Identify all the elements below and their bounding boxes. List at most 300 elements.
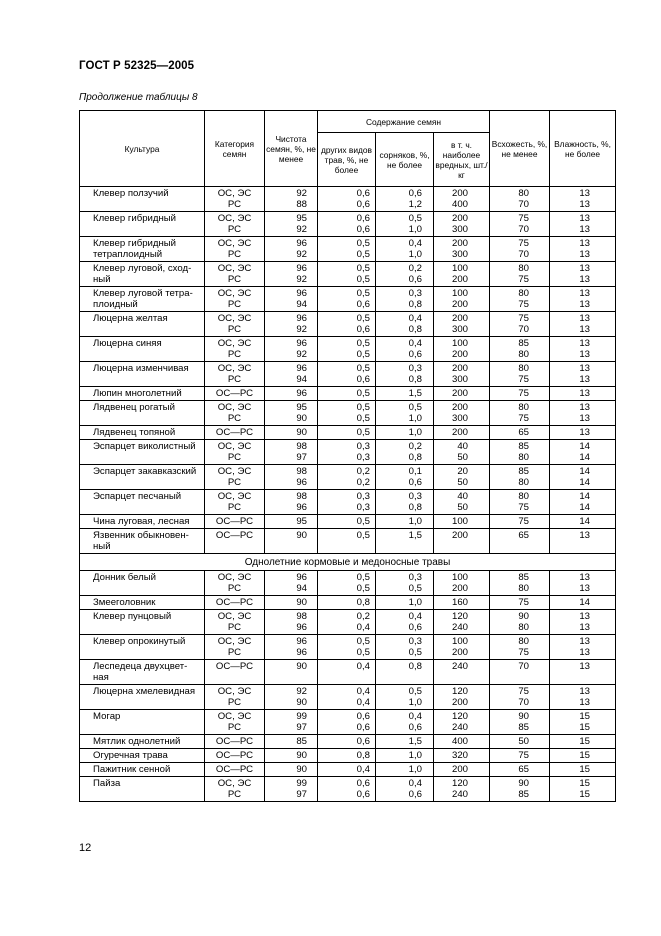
cell-purity bbox=[265, 490, 318, 515]
cell-weeds bbox=[376, 660, 434, 685]
cell-other-species-line: 0,5 bbox=[356, 647, 370, 658]
cell-germination-line: 80 bbox=[518, 188, 530, 199]
cell-culture bbox=[80, 465, 205, 490]
cell-weeds bbox=[376, 735, 434, 749]
header-purity: Чистота семян, %, не менее bbox=[265, 111, 318, 187]
cell-purity-line: 92 bbox=[296, 249, 307, 260]
cell-weeds-line: 0,8 bbox=[408, 452, 422, 463]
table-row bbox=[80, 529, 616, 554]
cell-other-species bbox=[318, 312, 376, 337]
cell-weeds-line: 1,2 bbox=[408, 199, 422, 210]
cell-purity-line: 90 bbox=[296, 413, 307, 424]
cell-germination bbox=[490, 287, 550, 312]
cell-germination-line: 65 bbox=[518, 764, 530, 775]
cell-weeds bbox=[376, 426, 434, 440]
cell-category-line: ОС, ЭС bbox=[217, 636, 252, 647]
cell-culture bbox=[80, 635, 205, 660]
cell-category bbox=[205, 401, 265, 426]
cell-other-species-line: 0,6 bbox=[356, 722, 370, 733]
cell-culture bbox=[80, 763, 205, 777]
cell-purity-line: 95 bbox=[296, 213, 307, 224]
cell-weeds-line: 0,8 bbox=[408, 374, 422, 385]
cell-harmful bbox=[434, 749, 490, 763]
cell-moisture-line: 14 bbox=[579, 516, 591, 527]
cell-category bbox=[205, 490, 265, 515]
cell-purity bbox=[265, 212, 318, 237]
cell-moisture-line: 13 bbox=[579, 636, 591, 647]
cell-germination-line: 50 bbox=[518, 736, 530, 747]
cell-weeds-line: 1,0 bbox=[408, 750, 422, 761]
cell-category bbox=[205, 529, 265, 554]
cell-category-line: ОС—РС bbox=[215, 661, 254, 672]
cell-purity-line: 90 bbox=[296, 764, 307, 775]
cell-purity-line: 98 bbox=[296, 466, 307, 477]
cell-purity-line: 92 bbox=[296, 324, 307, 335]
cell-weeds bbox=[376, 571, 434, 596]
cell-moisture bbox=[550, 515, 616, 529]
cell-other-species-line: 0,5 bbox=[356, 583, 370, 594]
cell-germination-line: 75 bbox=[518, 274, 530, 285]
cell-culture-line: Пажитник сенной bbox=[93, 764, 171, 775]
cell-harmful bbox=[434, 635, 490, 660]
cell-culture-line: Эспарцет песчаный bbox=[93, 491, 182, 502]
cell-moisture-line: 14 bbox=[579, 597, 591, 608]
cell-culture-line: Клевер ползучий bbox=[93, 188, 169, 199]
cell-purity-line: 98 bbox=[296, 441, 307, 452]
cell-harmful bbox=[434, 312, 490, 337]
cell-germination bbox=[490, 465, 550, 490]
cell-other-species bbox=[318, 610, 376, 635]
cell-weeds bbox=[376, 212, 434, 237]
cell-harmful-line: 160 bbox=[452, 597, 469, 608]
cell-harmful bbox=[434, 515, 490, 529]
cell-culture bbox=[80, 660, 205, 685]
cell-harmful-line: 400 bbox=[452, 736, 469, 747]
cell-other-species-line: 0,6 bbox=[356, 711, 370, 722]
cell-other-species-line: 0,4 bbox=[356, 622, 370, 633]
cell-category-line: РС bbox=[227, 583, 242, 594]
cell-harmful-line: 100 bbox=[452, 288, 469, 299]
cell-weeds-line: 1,0 bbox=[408, 697, 422, 708]
cell-germination bbox=[490, 749, 550, 763]
cell-germination-line: 75 bbox=[518, 686, 530, 697]
cell-germination bbox=[490, 426, 550, 440]
cell-moisture bbox=[550, 262, 616, 287]
cell-germination-line: 70 bbox=[518, 199, 530, 210]
cell-harmful-line: 200 bbox=[452, 313, 469, 324]
cell-other-species-line: 0,2 bbox=[356, 477, 370, 488]
cell-category-line: ОС, ЭС bbox=[217, 188, 252, 199]
cell-other-species-line: 0,2 bbox=[356, 466, 370, 477]
cell-other-species bbox=[318, 571, 376, 596]
cell-other-species bbox=[318, 635, 376, 660]
cell-other-species-line: 0,5 bbox=[356, 413, 370, 424]
cell-category-line: ОС, ЭС bbox=[217, 686, 252, 697]
cell-category-line: ОС, ЭС bbox=[217, 313, 252, 324]
cell-harmful-line: 200 bbox=[452, 349, 469, 360]
cell-germination bbox=[490, 596, 550, 610]
cell-harmful bbox=[434, 685, 490, 710]
cell-weeds-line: 1,0 bbox=[408, 597, 422, 608]
cell-germination-line: 75 bbox=[518, 502, 530, 513]
cell-harmful-line: 240 bbox=[452, 722, 469, 733]
cell-category-line: РС bbox=[227, 452, 242, 463]
cell-moisture bbox=[550, 387, 616, 401]
cell-germination-line: 65 bbox=[518, 427, 530, 438]
cell-category-line: РС bbox=[227, 477, 242, 488]
cell-weeds-line: 0,8 bbox=[408, 324, 422, 335]
cell-other-species-line: 0,5 bbox=[356, 530, 370, 541]
cell-category-line: РС bbox=[227, 324, 242, 335]
cell-other-species-line: 0,4 bbox=[356, 686, 370, 697]
table-row bbox=[80, 749, 616, 763]
cell-moisture-line: 14 bbox=[579, 466, 591, 477]
cell-other-species bbox=[318, 735, 376, 749]
cell-other-species-line: 0,5 bbox=[356, 263, 370, 274]
cell-category-line: ОС, ЭС bbox=[217, 711, 252, 722]
cell-moisture bbox=[550, 529, 616, 554]
seed-quality-table bbox=[79, 110, 616, 802]
cell-category-line: ОС, ЭС bbox=[217, 491, 252, 502]
cell-weeds-line: 0,3 bbox=[408, 288, 422, 299]
cell-culture bbox=[80, 777, 205, 802]
cell-germination-line: 70 bbox=[518, 697, 530, 708]
cell-category-line: ОС, ЭС bbox=[217, 441, 252, 452]
cell-other-species bbox=[318, 710, 376, 735]
cell-other-species-line: 0,5 bbox=[356, 572, 370, 583]
cell-moisture-line: 13 bbox=[579, 299, 591, 310]
table-row bbox=[80, 515, 616, 529]
cell-harmful bbox=[434, 465, 490, 490]
cell-weeds-line: 0,4 bbox=[408, 238, 422, 249]
cell-category-line: РС bbox=[227, 622, 242, 633]
cell-germination-line: 85 bbox=[518, 338, 530, 349]
table-row bbox=[80, 685, 616, 710]
cell-weeds-line: 1,5 bbox=[408, 736, 422, 747]
cell-culture-line: Мятлик однолетний bbox=[93, 736, 181, 747]
cell-purity bbox=[265, 465, 318, 490]
cell-harmful-line: 200 bbox=[452, 274, 469, 285]
cell-moisture bbox=[550, 362, 616, 387]
cell-culture-line: Люцерна синяя bbox=[93, 338, 162, 349]
cell-weeds-line: 1,0 bbox=[408, 224, 422, 235]
cell-moisture-line: 15 bbox=[579, 764, 591, 775]
cell-harmful bbox=[434, 571, 490, 596]
cell-weeds bbox=[376, 237, 434, 262]
cell-category bbox=[205, 749, 265, 763]
table-body-perennial bbox=[80, 187, 616, 554]
cell-purity-line: 96 bbox=[296, 477, 307, 488]
cell-harmful-line: 200 bbox=[452, 647, 469, 658]
cell-purity bbox=[265, 515, 318, 529]
cell-moisture bbox=[550, 187, 616, 212]
cell-other-species-line: 0,5 bbox=[356, 238, 370, 249]
header-culture: Культура bbox=[80, 111, 205, 187]
cell-culture bbox=[80, 237, 205, 262]
cell-culture-line: Язвенник обыкновен- bbox=[93, 530, 189, 541]
cell-weeds bbox=[376, 401, 434, 426]
cell-purity-line: 96 bbox=[296, 622, 307, 633]
cell-other-species-line: 0,2 bbox=[356, 611, 370, 622]
cell-other-species-line: 0,6 bbox=[356, 324, 370, 335]
cell-category bbox=[205, 426, 265, 440]
cell-weeds-line: 0,6 bbox=[408, 274, 422, 285]
cell-purity-line: 90 bbox=[296, 661, 307, 672]
cell-culture-line: Лядвенец рогатый bbox=[93, 402, 175, 413]
cell-culture bbox=[80, 749, 205, 763]
cell-weeds bbox=[376, 465, 434, 490]
cell-germination-line: 80 bbox=[518, 636, 530, 647]
cell-moisture-line: 13 bbox=[579, 363, 591, 374]
cell-culture-line: Клевер луговой тетра- bbox=[93, 288, 193, 299]
cell-harmful-line: 40 bbox=[457, 491, 469, 502]
cell-purity bbox=[265, 763, 318, 777]
cell-category bbox=[205, 337, 265, 362]
cell-weeds-line: 0,3 bbox=[408, 636, 422, 647]
cell-weeds-line: 0,5 bbox=[408, 647, 422, 658]
table-row bbox=[80, 362, 616, 387]
cell-harmful bbox=[434, 262, 490, 287]
cell-purity-line: 98 bbox=[296, 611, 307, 622]
cell-moisture-line: 13 bbox=[579, 427, 591, 438]
cell-harmful-line: 100 bbox=[452, 636, 469, 647]
cell-germination bbox=[490, 571, 550, 596]
cell-category bbox=[205, 660, 265, 685]
cell-purity-line: 92 bbox=[296, 274, 307, 285]
cell-other-species-line: 0,3 bbox=[356, 452, 370, 463]
cell-germination-line: 80 bbox=[518, 583, 530, 594]
cell-harmful-line: 200 bbox=[452, 213, 469, 224]
cell-category bbox=[205, 287, 265, 312]
cell-harmful-line: 300 bbox=[452, 224, 469, 235]
cell-category-line: ОС, ЭС bbox=[217, 363, 252, 374]
cell-purity-line: 92 bbox=[296, 224, 307, 235]
cell-category-line: РС bbox=[227, 789, 242, 800]
cell-purity-line: 96 bbox=[296, 338, 307, 349]
cell-culture bbox=[80, 187, 205, 212]
cell-weeds-line: 1,5 bbox=[408, 388, 422, 399]
table-row bbox=[80, 777, 616, 802]
cell-culture bbox=[80, 529, 205, 554]
cell-harmful-line: 100 bbox=[452, 572, 469, 583]
table-row bbox=[80, 387, 616, 401]
cell-culture-line: Клевер луговой, сход- bbox=[93, 263, 192, 274]
cell-purity-line: 96 bbox=[296, 502, 307, 513]
document-header: ГОСТ Р 52325—2005 bbox=[79, 60, 195, 72]
cell-harmful-line: 100 bbox=[452, 338, 469, 349]
cell-moisture-line: 13 bbox=[579, 661, 591, 672]
cell-category-line: ОС, ЭС bbox=[217, 466, 252, 477]
table-row bbox=[80, 440, 616, 465]
cell-germination-line: 80 bbox=[518, 452, 530, 463]
cell-category bbox=[205, 777, 265, 802]
cell-purity bbox=[265, 312, 318, 337]
cell-harmful-line: 400 bbox=[452, 199, 469, 210]
cell-moisture-line: 13 bbox=[579, 413, 591, 424]
cell-category bbox=[205, 187, 265, 212]
cell-purity-line: 97 bbox=[296, 452, 307, 463]
cell-moisture bbox=[550, 312, 616, 337]
cell-purity bbox=[265, 426, 318, 440]
cell-culture-line: Эспарцет виколистный bbox=[93, 441, 196, 452]
cell-moisture bbox=[550, 401, 616, 426]
cell-moisture-line: 13 bbox=[579, 611, 591, 622]
cell-moisture-line: 13 bbox=[579, 374, 591, 385]
cell-other-species bbox=[318, 596, 376, 610]
cell-weeds bbox=[376, 763, 434, 777]
cell-harmful-line: 50 bbox=[457, 452, 469, 463]
cell-purity-line: 95 bbox=[296, 516, 307, 527]
cell-purity bbox=[265, 660, 318, 685]
cell-weeds-line: 1,0 bbox=[408, 413, 422, 424]
cell-other-species-line: 0,6 bbox=[356, 778, 370, 789]
cell-weeds-line: 0,2 bbox=[408, 263, 422, 274]
cell-germination bbox=[490, 710, 550, 735]
cell-purity bbox=[265, 287, 318, 312]
cell-other-species bbox=[318, 685, 376, 710]
cell-purity-line: 96 bbox=[296, 572, 307, 583]
cell-germination-line: 85 bbox=[518, 789, 530, 800]
table-row bbox=[80, 287, 616, 312]
cell-moisture-line: 15 bbox=[579, 750, 591, 761]
cell-culture-line: ный bbox=[93, 541, 111, 552]
cell-other-species bbox=[318, 212, 376, 237]
cell-category bbox=[205, 515, 265, 529]
cell-harmful-line: 200 bbox=[452, 363, 469, 374]
cell-moisture-line: 13 bbox=[579, 530, 591, 541]
cell-purity-line: 96 bbox=[296, 647, 307, 658]
cell-purity-line: 92 bbox=[296, 686, 307, 697]
cell-harmful-line: 120 bbox=[452, 611, 469, 622]
seed-quality-table-wrapper bbox=[79, 110, 615, 802]
cell-harmful bbox=[434, 337, 490, 362]
cell-germination bbox=[490, 685, 550, 710]
cell-culture bbox=[80, 610, 205, 635]
cell-category bbox=[205, 763, 265, 777]
cell-weeds-line: 0,3 bbox=[408, 491, 422, 502]
cell-category bbox=[205, 596, 265, 610]
cell-culture-line: Лядвенец топяной bbox=[93, 427, 176, 438]
cell-harmful-line: 200 bbox=[452, 299, 469, 310]
cell-other-species bbox=[318, 465, 376, 490]
cell-germination-line: 70 bbox=[518, 661, 530, 672]
cell-germination-line: 70 bbox=[518, 224, 530, 235]
cell-moisture-line: 15 bbox=[579, 711, 591, 722]
cell-purity-line: 96 bbox=[296, 363, 307, 374]
cell-weeds-line: 0,4 bbox=[408, 338, 422, 349]
cell-germination bbox=[490, 777, 550, 802]
cell-moisture-line: 13 bbox=[579, 188, 591, 199]
cell-weeds bbox=[376, 749, 434, 763]
cell-category bbox=[205, 312, 265, 337]
cell-moisture-line: 13 bbox=[579, 402, 591, 413]
cell-germination bbox=[490, 660, 550, 685]
cell-weeds-line: 0,4 bbox=[408, 313, 422, 324]
header-weeds: сорняков, %, не более bbox=[376, 133, 434, 187]
cell-moisture-line: 13 bbox=[579, 249, 591, 260]
cell-category-line: РС bbox=[227, 349, 242, 360]
cell-germination-line: 80 bbox=[518, 622, 530, 633]
cell-culture bbox=[80, 515, 205, 529]
cell-other-species-line: 0,5 bbox=[356, 636, 370, 647]
cell-purity bbox=[265, 685, 318, 710]
cell-category-line: ОС, ЭС bbox=[217, 611, 252, 622]
cell-category-line: РС bbox=[227, 199, 242, 210]
cell-germination bbox=[490, 515, 550, 529]
cell-weeds-line: 1,0 bbox=[408, 249, 422, 260]
cell-harmful-line: 200 bbox=[452, 388, 469, 399]
cell-weeds bbox=[376, 610, 434, 635]
cell-other-species bbox=[318, 387, 376, 401]
cell-harmful-line: 50 bbox=[457, 502, 469, 513]
cell-germination-line: 80 bbox=[518, 349, 530, 360]
cell-category-line: РС bbox=[227, 299, 242, 310]
cell-moisture-line: 13 bbox=[579, 647, 591, 658]
cell-germination-line: 85 bbox=[518, 466, 530, 477]
cell-category bbox=[205, 262, 265, 287]
cell-moisture bbox=[550, 763, 616, 777]
cell-other-species-line: 0,6 bbox=[356, 374, 370, 385]
cell-moisture-line: 13 bbox=[579, 288, 591, 299]
cell-category-line: РС bbox=[227, 413, 242, 424]
cell-other-species-line: 0,5 bbox=[356, 349, 370, 360]
cell-purity bbox=[265, 710, 318, 735]
cell-harmful bbox=[434, 401, 490, 426]
cell-other-species-line: 0,6 bbox=[356, 789, 370, 800]
cell-moisture-line: 13 bbox=[579, 697, 591, 708]
cell-purity-line: 88 bbox=[296, 199, 307, 210]
cell-culture-line: Клевер гибридный bbox=[93, 213, 177, 224]
cell-category-line: РС bbox=[227, 249, 242, 260]
cell-purity bbox=[265, 635, 318, 660]
cell-weeds bbox=[376, 287, 434, 312]
cell-purity-line: 90 bbox=[296, 530, 307, 541]
cell-weeds bbox=[376, 710, 434, 735]
cell-moisture bbox=[550, 237, 616, 262]
cell-purity bbox=[265, 262, 318, 287]
cell-harmful-line: 200 bbox=[452, 530, 469, 541]
cell-germination-line: 65 bbox=[518, 530, 530, 541]
cell-moisture-line: 13 bbox=[579, 313, 591, 324]
cell-harmful-line: 100 bbox=[452, 263, 469, 274]
cell-purity-line: 85 bbox=[296, 736, 307, 747]
cell-other-species-line: 0,6 bbox=[356, 736, 370, 747]
cell-culture-line: Пайза bbox=[93, 778, 121, 789]
cell-weeds-line: 0,6 bbox=[408, 789, 422, 800]
cell-other-species-line: 0,8 bbox=[356, 597, 370, 608]
page-number: 12 bbox=[79, 842, 92, 854]
cell-harmful bbox=[434, 287, 490, 312]
table-row bbox=[80, 735, 616, 749]
cell-harmful bbox=[434, 660, 490, 685]
cell-purity bbox=[265, 362, 318, 387]
cell-germination-line: 85 bbox=[518, 441, 530, 452]
cell-harmful bbox=[434, 596, 490, 610]
cell-weeds bbox=[376, 596, 434, 610]
cell-weeds-line: 0,3 bbox=[408, 363, 422, 374]
cell-weeds-line: 0,6 bbox=[408, 349, 422, 360]
cell-other-species-line: 0,5 bbox=[356, 274, 370, 285]
cell-weeds-line: 1,0 bbox=[408, 516, 422, 527]
cell-germination-line: 75 bbox=[518, 374, 530, 385]
cell-purity-line: 94 bbox=[296, 299, 307, 310]
header-seed-content: Содержание семян bbox=[318, 111, 490, 133]
cell-weeds bbox=[376, 685, 434, 710]
section-title: Однолетние кормовые и медоносные травы bbox=[80, 554, 616, 571]
cell-other-species-line: 0,6 bbox=[356, 213, 370, 224]
cell-weeds-line: 1,0 bbox=[408, 764, 422, 775]
cell-germination bbox=[490, 237, 550, 262]
